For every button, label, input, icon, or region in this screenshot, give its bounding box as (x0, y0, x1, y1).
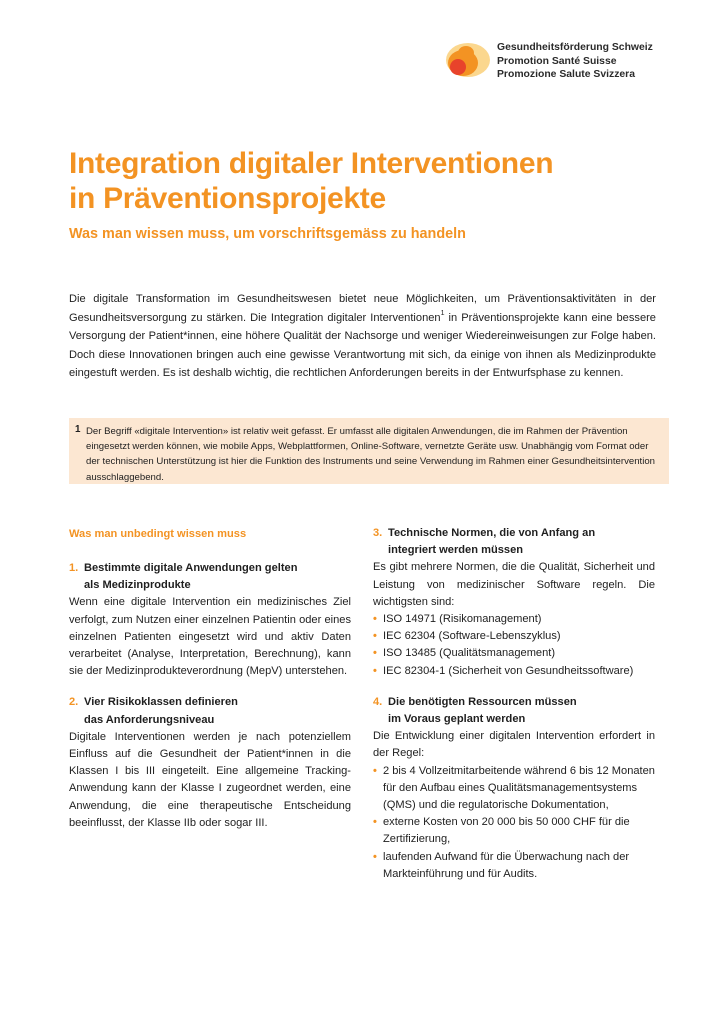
title-line-2: in Präventionsprojekte (69, 182, 386, 215)
logo-line-it: Promozione Salute Svizzera (497, 69, 636, 80)
list-item-text: ISO 13485 (Qualitätsmanagement) (383, 647, 556, 660)
point-1-heading (69, 560, 351, 594)
list-item (373, 645, 655, 662)
point-4-body: Die Entwicklung einer digitalen Intervention erfordert in der Regel: (373, 730, 655, 760)
list-item (373, 814, 655, 848)
standards-list (373, 611, 655, 680)
logo-wordmark (497, 41, 653, 82)
document-title (69, 146, 669, 216)
point-2-heading (69, 694, 351, 728)
point-4-heading-line-1: Die benötigten Ressourcen müssen (388, 695, 577, 708)
point-1-heading-line-2: als Medizinprodukte (84, 579, 191, 592)
list-item-text: externe Kosten von 20 000 bis 50 000 CHF für die Zertifizierung, (383, 816, 630, 846)
logo-top-flame (458, 46, 474, 60)
bullet-icon: • (373, 850, 377, 863)
intro-text-start: Die digitale Transformation im Gesundheitswesen bietet neue Möglichkeiten, um Präventionsaktivitäten in der Gesundheitsversorgung zu stärken. Die Integration digitaler Interventionen (69, 293, 656, 324)
point-1-heading-line-1: Bestimmte digitale Anwendungen gelten (84, 562, 298, 574)
bullet-icon: • (373, 613, 377, 626)
bullet-icon: • (373, 647, 377, 660)
footnote-text: Der Begriff «digitale Intervention» ist relativ weit gefasst. Er umfasst alle digitalen Anwendungen, die im Rahmen der Prävention eingesetzt werden können, wie mobile Apps, Webplattformen, Online-Software, vernetzte Geräte usw. Unabhängig vom Format oder der technischen Unterstützung ist hier die Funktion des Instruments und seine Verwendung im Rahmen einer Gesundheitsintervention ausschlaggebend. (86, 426, 656, 483)
list-item-text: IEC 82304-1 (Sicherheit von Gesundheitssoftware) (383, 664, 634, 677)
list-item-text: ISO 14971 (Risikomanagement) (383, 613, 542, 626)
left-column (69, 525, 351, 846)
point-4 (373, 694, 655, 883)
point-3-heading (373, 525, 655, 559)
flame-logo-icon (442, 40, 494, 80)
point-2-number: 2. (69, 696, 79, 709)
list-item-text: IEC 62304 (Software-Lebenszyklus) (383, 630, 561, 643)
point-4-number: 4. (373, 695, 383, 708)
bullet-icon: • (373, 630, 377, 643)
point-4-heading-line-2: im Voraus geplant werden (388, 713, 526, 726)
organization-logo (442, 38, 672, 82)
point-3-body: Es gibt mehrere Normen, die die Qualität, Sicherheit und Leistung von medizinischer Software regeln. Die wichtigsten sind: (373, 561, 655, 608)
point-2-heading-line-2: das Anforderungsniveau (84, 713, 215, 726)
list-item (373, 763, 655, 815)
bullet-icon: • (373, 764, 377, 777)
resources-list (373, 763, 655, 883)
footnote-reference: 1 (440, 309, 445, 317)
logo-line-fr: Promotion Santé Suisse (497, 55, 617, 67)
list-item-text: 2 bis 4 Vollzeitmitarbeitende während 6 bis 12 Monaten für den Aufbau eines Qualitätsmanagementsystems (QMS) und die regulatorische Dokumentation, (383, 764, 655, 812)
point-1 (69, 560, 351, 680)
bullet-icon: • (373, 664, 377, 677)
logo-inner-flame (450, 59, 466, 75)
footnote-number: 1 (75, 424, 81, 435)
document-subtitle: Was man wissen muss, um vorschriftsgemäss zu handeln (69, 226, 466, 242)
right-column (373, 525, 655, 897)
section-title: Was man unbedingt wissen muss (69, 528, 247, 540)
point-1-body: Wenn eine digitale Intervention ein medizinisches Ziel verfolgt, zum Nutzen einer einzelnen Patientin oder eines einzelnen Patienten eingesetzt wird und aktiv Daten verarbeitet (Analyse, Interpretation, Berechnung), kann sie der Medizinprodukteverordnung (MepV) unterstehen. (69, 596, 351, 678)
point-3-number: 3. (373, 527, 383, 539)
point-3-heading-line-1: Technische Normen, die von Anfang an (388, 527, 596, 539)
intro-paragraph (69, 290, 656, 383)
point-3-heading-line-2: integriert werden müssen (388, 544, 524, 557)
title-line-1: Integration digitaler Interventionen (69, 147, 554, 180)
list-item-text: laufenden Aufwand für die Überwachung nach der Markteinführung und für Audits. (383, 850, 630, 880)
intro-text-end: in Präventionsprojekte kann eine bessere Versorgung der Patient*innen, eine höhere Qualität der Nachsorge und weniger Wiedereinweisungen zur Folge haben. Doch diese Innovationen bringen auch eine gewisse Verantwortung mit sich, da einige von ihnen als Medizinprodukte eingestuft werden. Es ist deshalb wichtig, die rechtlichen Anforderungen bereits in der Entwurfsphase zu kennen. (69, 311, 656, 380)
footnote-box (69, 418, 669, 484)
list-item (373, 663, 655, 680)
list-item (373, 611, 655, 628)
point-2 (69, 694, 351, 832)
bullet-icon: • (373, 816, 377, 829)
logo-line-de: Gesundheitsförderung Schweiz (497, 42, 653, 53)
point-2-body: Digitale Interventionen werden je nach potenziellem Einfluss auf die Gesundheit der Patient*innen in die Klassen I bis III eingeteilt. Eine allgemeine Tracking-Anwendung kann der Klasse I zugeordnet werden, eine Anwendung, die eine therapeutische Entscheidung beeinflusst, der Klasse IIb oder sogar III. (69, 730, 351, 829)
point-3 (373, 525, 655, 680)
list-item (373, 849, 655, 883)
list-item (373, 628, 655, 645)
point-4-heading (373, 694, 655, 728)
point-2-heading-line-1: Vier Risikoklassen definieren (84, 696, 238, 709)
point-1-number: 1. (69, 562, 79, 574)
